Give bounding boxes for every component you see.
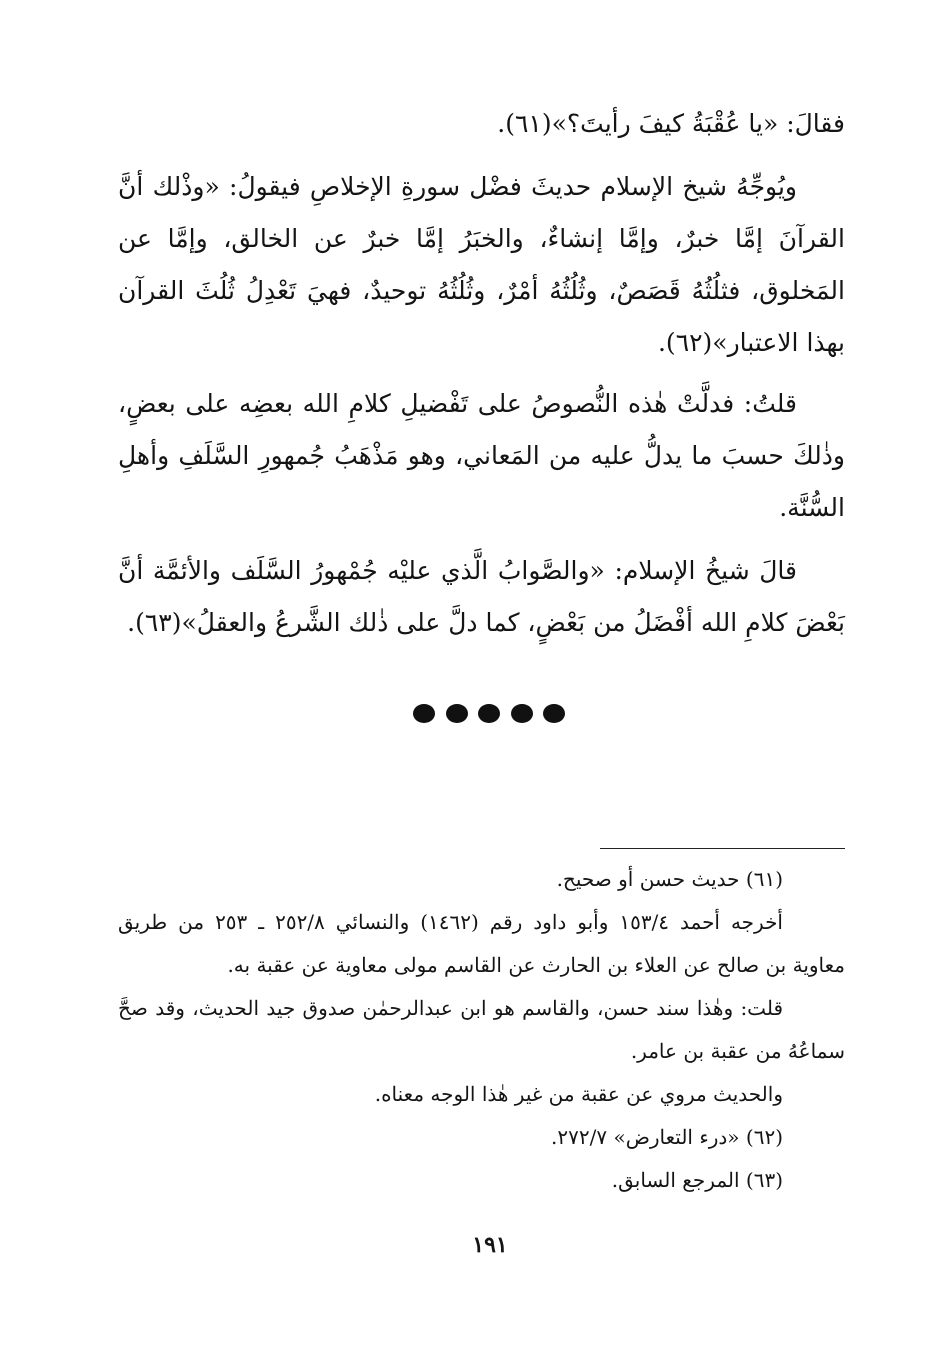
separator-dot-icon <box>543 704 565 723</box>
paragraph-quote-uqba: فقالَ: «يا عُقْبَةُ كيفَ رأيتَ؟»(٦١). <box>497 109 845 138</box>
paragraph-ikhlas-explanation: ويُوجِّهُ شيخ الإسلام حديثَ فضْل سورةِ الإخلاصِ فيقولُ: «وذْلك أنَّ القرآنَ إمَّا خبرٌ، وإمَّا إنشاءٌ، والخبَرُ إمَّا خبرٌ عن الخالق، وإمَّا عن المَخلوق، فثلُثُهُ قَصَصٌ، وثُلُثُهُ أمْرٌ، وثُلُثُهُ توحيدٌ، فهيَ تَعْدِلُ ثُلُثَ القرآن بهذا الاعتبار»(٦٢). <box>118 172 845 357</box>
footnote-61-title: (٦١) حديث حسن أو صحيح. <box>556 867 783 891</box>
footnote-61-comment: قلت: وهٰذا سند حسن، والقاسم هو ابن عبدالرحمٰن صدوق جيد الحديث، وقد صحَّ سماعُهُ من عقبة بن عامر. <box>118 996 845 1063</box>
separator-dot-icon <box>413 704 435 723</box>
page-number: ١٩١ <box>472 1232 508 1258</box>
footnote-61-source: أخرجه أحمد ١٥٣/٤ وأبو داود رقم (١٤٦٢) والنسائي ٢٥٢/٨ ـ ٢٥٣ من طريق معاوية بن صالح عن العلاء بن الحارث عن القاسم مولى معاوية عن عقبة به. <box>118 910 845 977</box>
footnotes-section <box>118 858 845 1202</box>
footnote-63: (٦٣) المرجع السابق. <box>611 1168 783 1192</box>
separator-dot-icon <box>446 704 468 723</box>
separator-dot-icon <box>478 704 500 723</box>
footnote-divider <box>600 848 845 849</box>
paragraph-preference-of-texts: قلتُ: فدلَّتْ هٰذه النُّصوصُ على تَفْضيلِ كلامِ الله بعضِه على بعضٍ، وذٰلكَ حسبَ ما يدلُّ عليه من المَعاني، وهو مَذْهَبُ جُمهورِ السَّلَفِ وأهلِ السُّنَّة. <box>118 389 845 522</box>
paragraph-sheikh-quote: قالَ شيخُ الإسلام: «والصَّوابُ الَّذي عليْه جُمْهورُ السَّلَف والأئمَّة أنَّ بَعْضَ كلامِ الله أفْضَلُ من بَعْضٍ، كما دلَّ على ذٰلك الشَّرعُ والعقلُ»(٦٣). <box>118 556 845 637</box>
separator-dot-icon <box>511 704 533 723</box>
section-separator-dots <box>413 703 565 723</box>
footnote-61-note: والحديث مروي عن عقبة من غير هٰذا الوجه معناه. <box>374 1082 783 1106</box>
footnote-62: (٦٢) «درء التعارض» ٢٧٢/٧. <box>551 1125 783 1149</box>
